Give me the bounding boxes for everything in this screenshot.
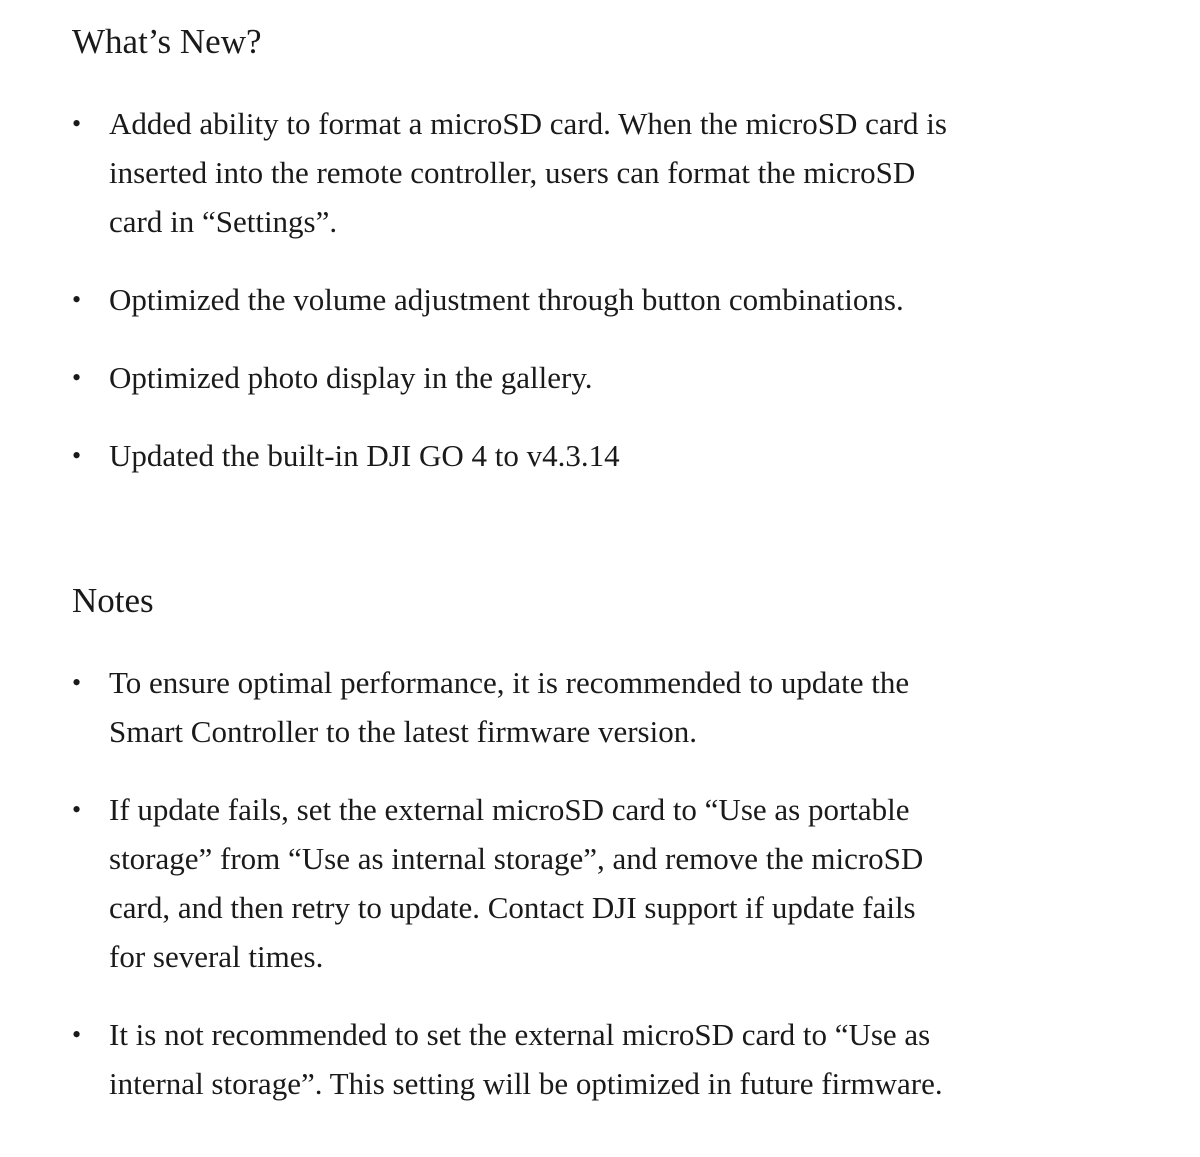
bullet-icon: •: [72, 285, 82, 314]
bullet-icon: •: [72, 668, 82, 697]
list-item: [0, 658, 943, 756]
list-item: [0, 1010, 943, 1108]
list-item: [0, 785, 943, 981]
list-item-line: card, and then retry to update. Contact DJI support if update fails: [109, 890, 916, 925]
list-item: [0, 99, 947, 246]
bullet-icon: •: [72, 363, 82, 392]
list-item-line: Updated the built-in DJI GO 4 to v4.3.14: [109, 438, 620, 473]
list-item-line: Optimized photo display in the gallery.: [109, 360, 593, 395]
list-item-line: Optimized the volume adjustment through button combinations.: [109, 282, 904, 317]
list-item-line: It is not recommended to set the external microSD card to “Use as: [109, 1017, 931, 1052]
list-item-line: Smart Controller to the latest firmware version.: [109, 714, 697, 749]
whats-new-heading: What’s New?: [72, 22, 262, 61]
list-item-line: To ensure optimal performance, it is recommended to update the: [109, 665, 910, 700]
bullet-icon: •: [72, 441, 82, 470]
bullet-icon: •: [72, 795, 82, 824]
list-item-line: storage” from “Use as internal storage”, and remove the microSD: [109, 841, 924, 876]
list-item: [0, 353, 947, 402]
list-item: [0, 431, 947, 480]
notes-heading: Notes: [72, 581, 154, 620]
bullet-icon: •: [72, 109, 82, 138]
list-item-line: internal storage”. This setting will be optimized in future firmware.: [109, 1066, 943, 1101]
whats-new-list: [0, 99, 947, 509]
list-item-line: If update fails, set the external microSD card to “Use as portable: [109, 792, 910, 827]
notes-list: [0, 658, 943, 1137]
list-item-line: inserted into the remote controller, users can format the microSD: [109, 155, 916, 190]
list-item-line: Added ability to format a microSD card. When the microSD card is: [109, 106, 947, 141]
list-item-line: for several times.: [109, 939, 324, 974]
list-item-line: card in “Settings”.: [109, 204, 338, 239]
bullet-icon: •: [72, 1020, 82, 1049]
list-item: [0, 275, 947, 324]
